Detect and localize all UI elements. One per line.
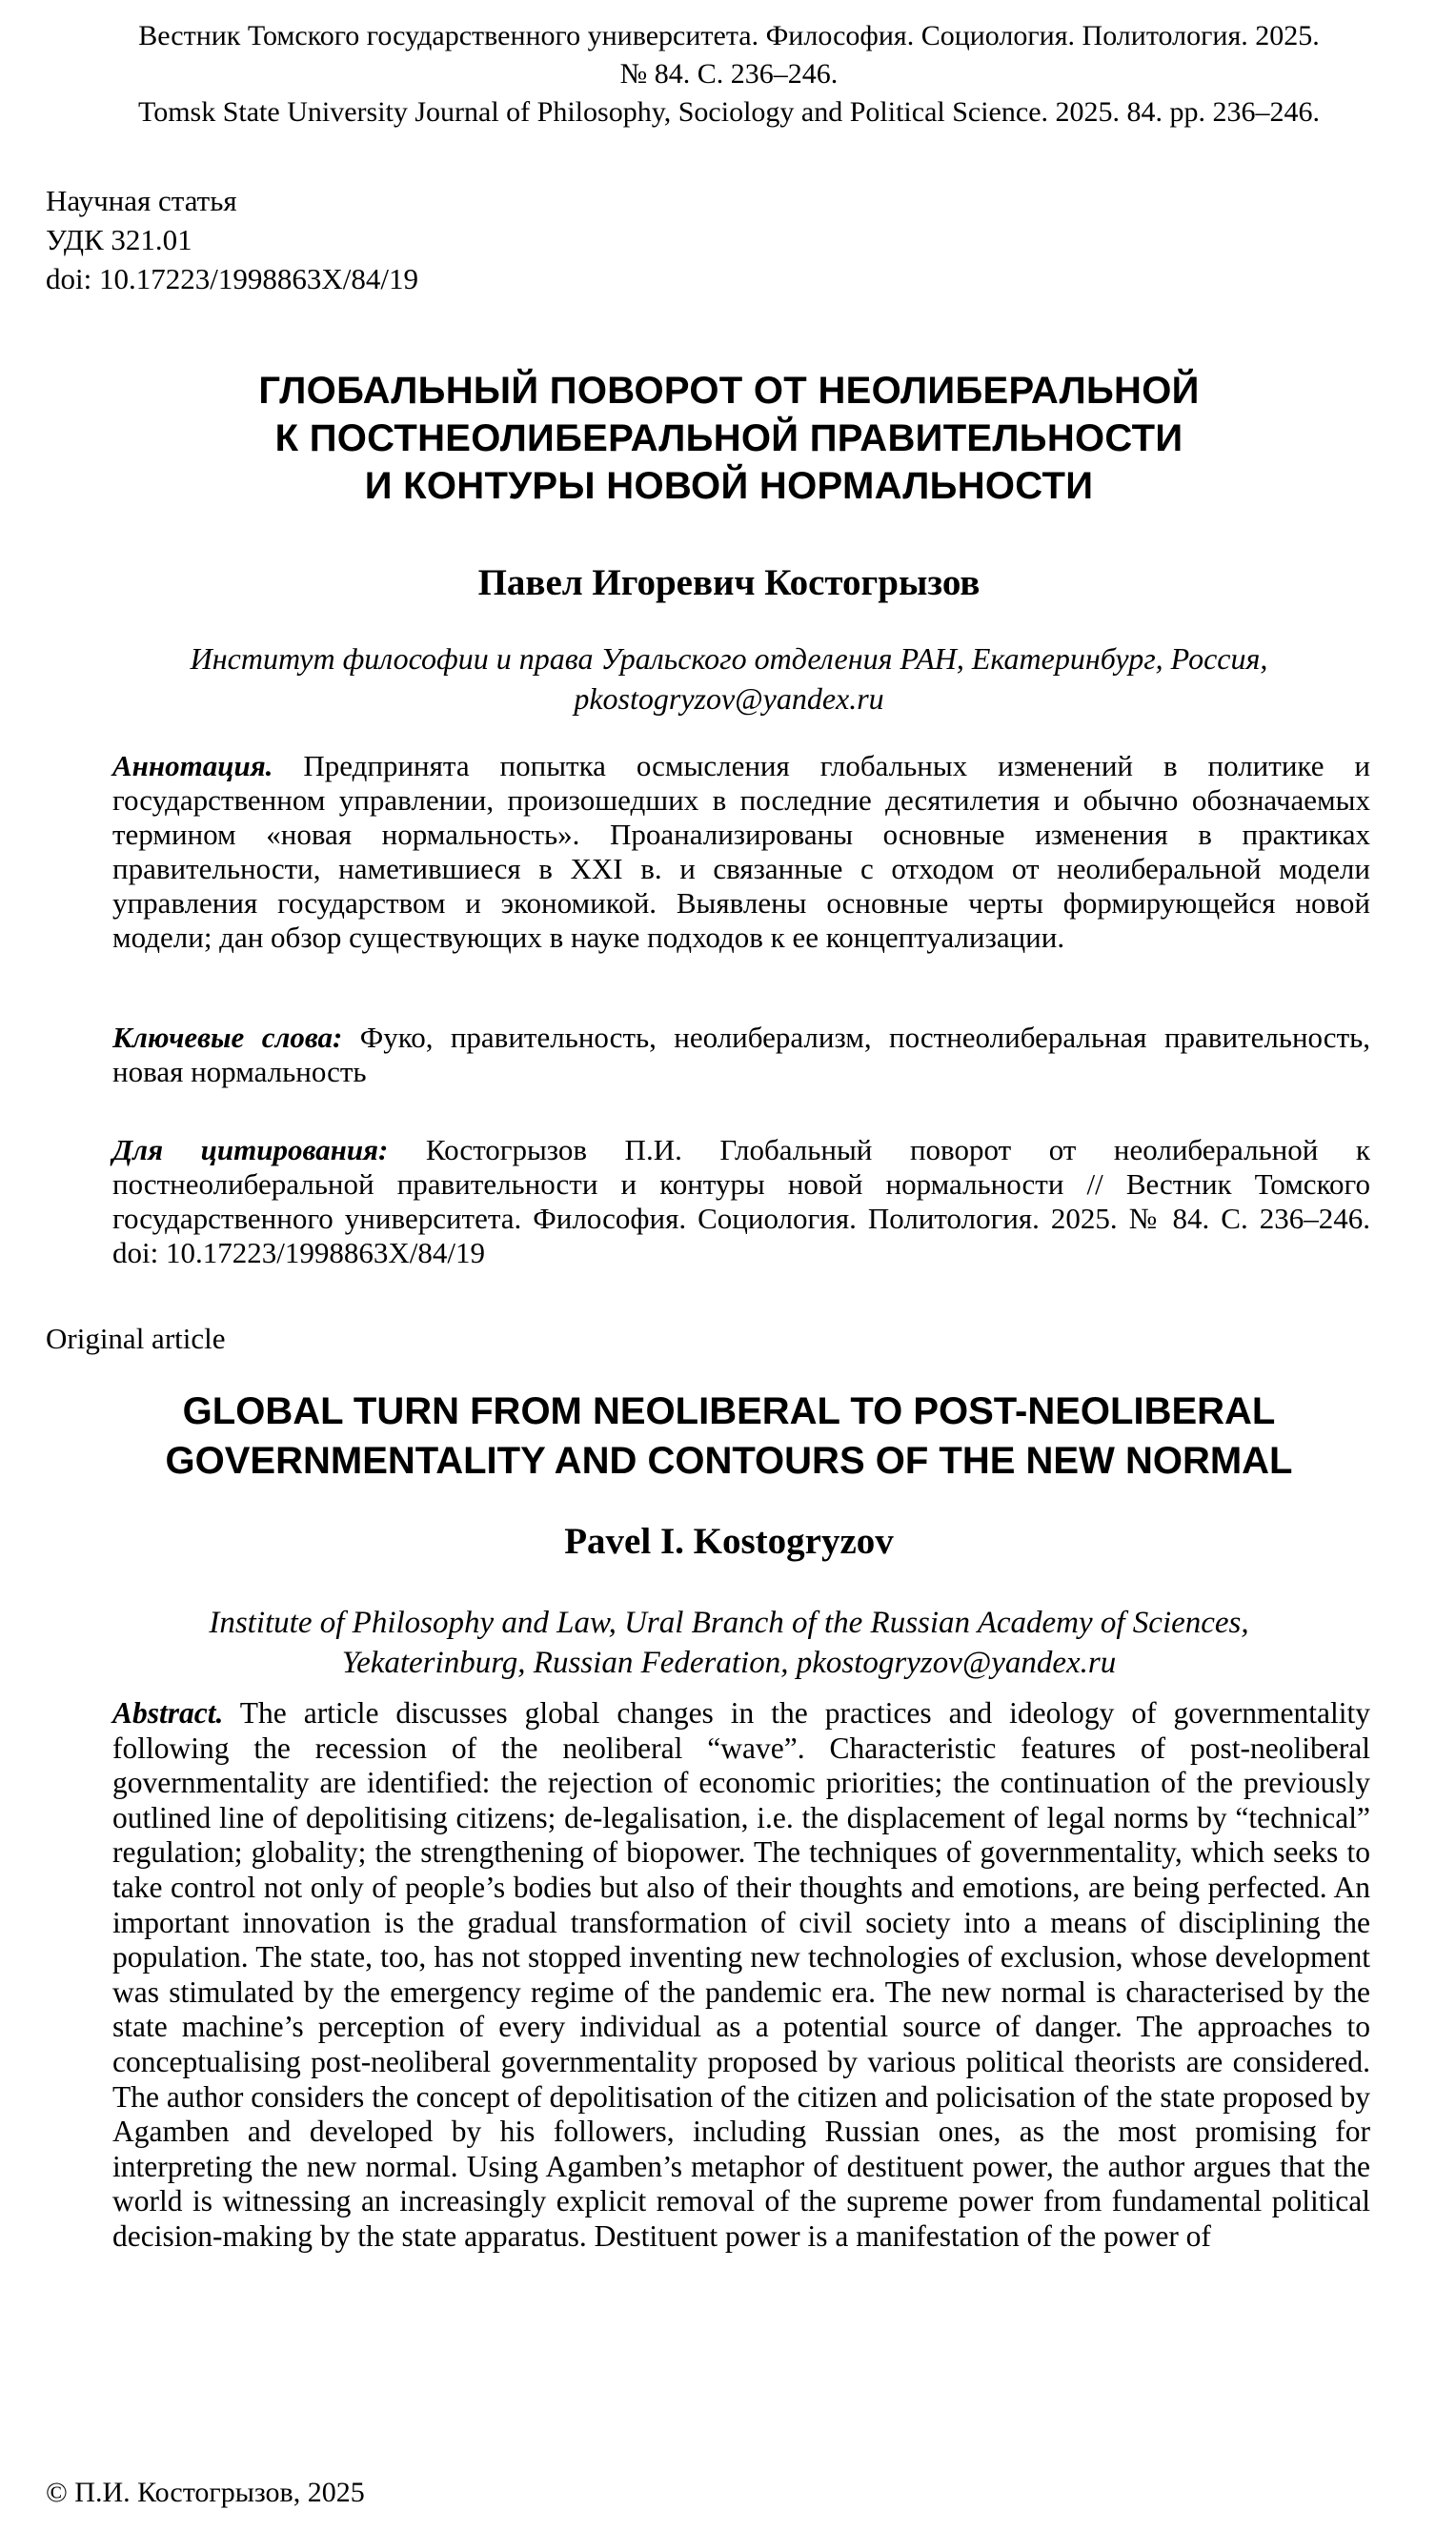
keywords-ru-label: Ключевые слова:	[112, 1021, 343, 1054]
keywords-ru-text: Фуко, правительность, неолиберализм, постнеолиберальная правительность, новая нормальность	[112, 1021, 1371, 1088]
article-type-en: Original article	[46, 1322, 226, 1355]
affiliation-en-line2: Yekaterinburg, Russian Federation, pkostogryzov@yandex.ru	[341, 1646, 1117, 1680]
journal-header-ru	[38, 17, 1420, 93]
citation-ru-label: Для цитирования:	[112, 1133, 389, 1166]
udc-code: УДК 321.01	[46, 223, 192, 256]
affiliation-ru-line1: Институт философии и права Уральского отделения РАН, Екатеринбург, Россия,	[190, 641, 1268, 676]
journal-header-ru-line1: Вестник Томского государственного университета. Философия. Социология. Политология. 2025.	[138, 20, 1320, 51]
citation-ru-text: Костогрызов П.И. Глобальный поворот от неолиберальной к постнеолиберальной правительности и контуры новой нормальности // Вестник Томского государственного университета. Философия. Социология. Политология. 2025. № 84. С. 236–246. doi: 10.17223/1998863X/84/19	[112, 1133, 1370, 1269]
author-name-ru: Павел Игоревич Костогрызов	[477, 562, 981, 603]
abstract-en-text: The article discusses global changes in the practices and ideology of governmentality following the recession of the neoliberal “wave”. Characteristic features of post-neoliberal governmentality are identified: the rejection of economic priorities; the continuation of the previously outlined line of depolitising citizens; de-legalisation, i.e. the displacement of legal norms by “technical” regulation; globality; the strengthening of biopower. The techniques of governmentality, which seeks to take control not only of people’s bodies but also of their thoughts and emotions, are being perfected. An important innovation is the gradual transformation of civil society into a means of disciplining the population. The state, too, has not stopped inventing new technologies of exclusion, whose development was stimulated by the emergency regime of the pandemic era. The new normal is characterised by the state machine’s perception of every individual as a potential source of danger. The approaches to conceptualising post-neoliberal governmentality proposed by various political theorists are considered. The author considers the concept of depolitisation of the citizen and policisation of the state proposed by Agamben and developed by his followers, including Russian ones, as the most promising for interpreting the new normal. Using Agamben’s metaphor of destituent power, the author argues that the world is witnessing an increasingly explicit removal of the supreme power from fundamental political decision-making by the state apparatus. Destituent power is a manifestation of the power of	[112, 1696, 1370, 2253]
affiliation-ru	[95, 638, 1363, 719]
abstract-ru	[112, 749, 1370, 955]
article-title-ru	[133, 367, 1325, 510]
journal-header-ru-line2: № 84. С. 236–246.	[619, 58, 839, 90]
author-name-en: Pavel I. Kostogryzov	[564, 1521, 894, 1562]
doi: doi: 10.17223/1998863X/84/19	[46, 262, 418, 295]
abstract-ru-label: Аннотация.	[112, 749, 273, 782]
title-ru-line: И КОНТУРЫ НОВОЙ НОРМАЛЬНОСТИ	[364, 465, 1094, 507]
abstract-en	[112, 1696, 1370, 2255]
citation-ru	[112, 1133, 1370, 1270]
article-title-en	[57, 1387, 1401, 1486]
affiliation-en	[95, 1603, 1363, 1683]
title-ru-line: К ПОСТНЕОЛИБЕРАЛЬНОЙ ПРАВИТЕЛЬНОСТИ	[274, 417, 1183, 459]
copyright-notice: © П.И. Костогрызов, 2025	[46, 2477, 365, 2508]
affiliation-en-line1: Institute of Philosophy and Law, Ural Branch of the Russian Academy of Sciences,	[209, 1606, 1249, 1640]
abstract-ru-text: Предпринята попытка осмысления глобальных изменений в политике и государственном управлении, произошедших в последние десятилетия и обычно обозначаемых термином «новая нормальность». Проанализированы основные изменения в практиках правительности, наметившиеся в XXI в. и связанные с отходом от неолиберальной модели управления государством и экономикой. Выявлены основные черты формирующейся новой модели; дан обзор существующих в науке подходов к ее концептуализации.	[112, 749, 1370, 954]
article-type-ru: Научная статья	[46, 184, 237, 217]
title-en-line: GOVERNMENTALITY AND CONTOURS OF THE NEW NORMAL	[165, 1440, 1293, 1482]
journal-header-en: Tomsk State University Journal of Philosophy, Sociology and Political Science. 2025. 84. pp. 236–246.	[137, 96, 1321, 128]
abstract-en-label: Abstract.	[112, 1696, 224, 1730]
keywords-ru	[112, 1021, 1370, 1089]
article-meta	[46, 181, 418, 298]
title-en-line: GLOBAL TURN FROM NEOLIBERAL TO POST-NEOLIBERAL	[182, 1390, 1276, 1432]
author-email-ru: pkostogryzov@yandex.ru	[574, 681, 884, 716]
title-ru-line: ГЛОБАЛЬНЫЙ ПОВОРОТ ОТ НЕОЛИБЕРАЛЬНОЙ	[258, 370, 1200, 412]
